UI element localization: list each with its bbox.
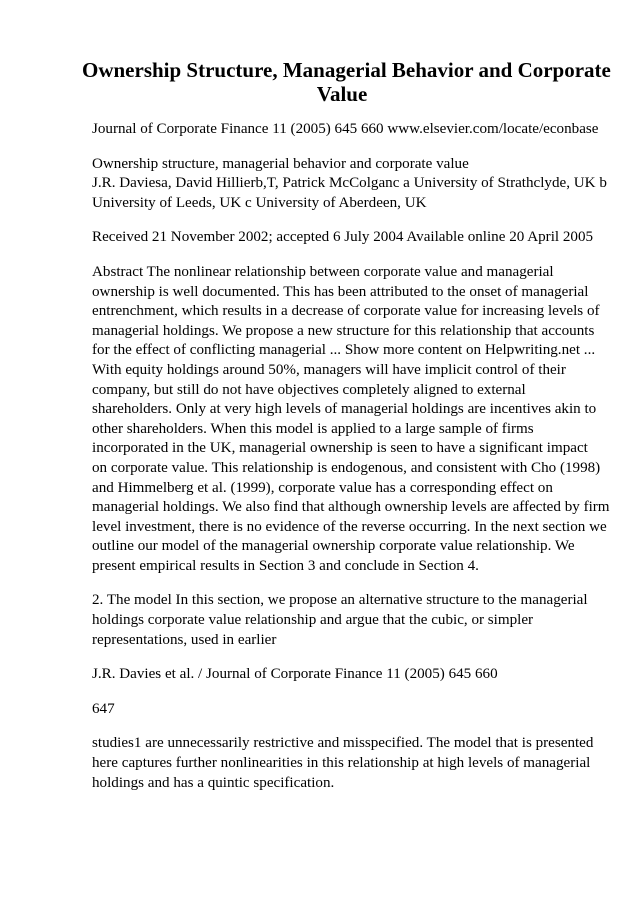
text-line: incorporated in the UK, managerial ownership is seen to have a significant impact	[92, 440, 588, 457]
text-line: representations, used in earlier	[92, 631, 277, 648]
text-line: shareholders. Only at very high levels of managerial holdings are incentives akin to	[92, 401, 597, 418]
document-title	[82, 58, 611, 106]
text-line: level investment, there is no evidence of the reverse occurring. In the next section we	[92, 518, 607, 535]
text-line: With equity holdings around 50%, managers will have implicit control of their	[92, 361, 566, 378]
text-line: Ownership structure, managerial behavior and corporate value	[92, 155, 469, 172]
text-line: holdings and has a quintic specification.	[92, 774, 335, 791]
text-line: ownership is well documented. This has been attributed to the onset of managerial	[92, 283, 589, 300]
text-line: Abstract The nonlinear relationship between corporate value and managerial	[92, 263, 554, 280]
text-line: studies1 are unnecessarily restrictive and misspecified. The model that is presented	[92, 735, 594, 752]
journal-reference	[92, 120, 602, 140]
text-line: 2. The model In this section, we propose an alternative structure to the managerial	[92, 592, 588, 609]
text-line: 647	[92, 700, 115, 717]
text-line: J.R. Davies et al. / Journal of Corporate Finance 11 (2005) 645 660	[92, 666, 498, 683]
text-line: company, but still do not have objectives completely aligned to external	[92, 381, 526, 398]
studies-paragraph	[92, 734, 602, 793]
text-line: managerial holdings. We propose a new structure for this relationship that accounts	[92, 322, 595, 339]
text-line: entrenchment, which results in a decrease of corporate value for increasing levels of	[92, 303, 600, 320]
text-line: present empirical results in Section 3 and conclude in Section 4.	[92, 557, 479, 574]
text-line: Received 21 November 2002; accepted 6 July 2004 Available online 20 April 2005	[92, 229, 594, 246]
text-line: Journal of Corporate Finance 11 (2005) 645 660 www.elsevier.com/locate/econbase	[92, 121, 599, 137]
text-line: and Himmelberg et al. (1999), corporate value has a corresponding effect on	[92, 479, 553, 496]
text-line: holdings corporate value relationship and argue that the cubic, or simpler	[92, 612, 534, 629]
title-line: Value	[316, 82, 368, 106]
text-line: University of Leeds, UK c University of Aberdeen, UK	[92, 194, 427, 211]
text-line: for the effect of conflicting managerial ... Show more content on Helpwriting.net ...	[92, 342, 596, 359]
abstract	[92, 263, 610, 577]
text-line: managerial holdings. We also find that although ownership levels are affected by firm	[92, 499, 610, 516]
text-line: here captures further nonlinearities in this relationship at high levels of managerial	[92, 755, 591, 772]
section-model	[92, 591, 602, 650]
page-number	[92, 700, 602, 720]
running-header	[92, 665, 602, 685]
text-line: other shareholders. When this model is applied to a large sample of firms	[92, 420, 534, 437]
text-line: J.R. Daviesa, David Hillierb,T, Patrick McColganc a University of Strathclyde, UK b	[92, 175, 607, 192]
title-line: Ownership Structure, Managerial Behavior and Corporate	[82, 58, 611, 82]
received-dates	[92, 228, 602, 248]
text-line: on corporate value. This relationship is endogenous, and consistent with Cho (1998)	[92, 459, 601, 476]
article-authors	[92, 155, 607, 214]
text-line: outline our model of the managerial ownership corporate value relationship. We	[92, 538, 575, 555]
